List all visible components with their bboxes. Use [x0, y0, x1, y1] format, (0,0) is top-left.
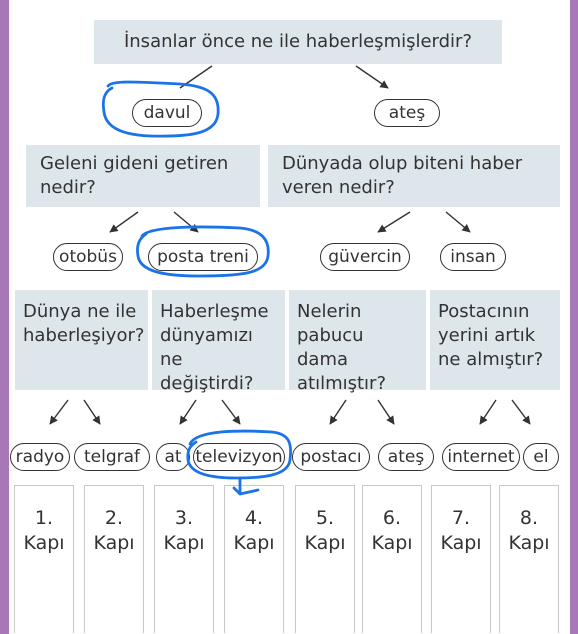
highlight-posta-treni: [137, 227, 268, 276]
question-nelerin-pabucu: Nelerin pabucu dama atılmıştır?: [289, 290, 426, 390]
arrow-to-televizyon: [222, 400, 240, 424]
option-el[interactable]: el: [523, 443, 559, 471]
option-ates-bottom[interactable]: ateş: [378, 443, 434, 471]
option-davul[interactable]: davul: [132, 99, 202, 127]
arrow-to-telgraf: [84, 400, 100, 424]
question-geleni-gideni: Geleni gideni getiren nedir?: [26, 145, 260, 207]
door-8[interactable]: 8. Kapı: [499, 485, 559, 633]
arrow-to-internet: [480, 400, 496, 424]
option-internet[interactable]: internet: [442, 443, 520, 471]
option-posta-treni[interactable]: posta treni: [148, 243, 258, 271]
door-3[interactable]: 3. Kapı: [154, 485, 214, 633]
option-ates-top[interactable]: ateş: [374, 99, 440, 127]
arrow-to-ates-bottom: [378, 400, 394, 424]
option-insan[interactable]: insan: [440, 243, 506, 271]
option-televizyon[interactable]: televizyon: [193, 443, 285, 471]
arrow-to-posta-treni: [174, 212, 198, 232]
highlight-davul: [103, 82, 218, 136]
door-6[interactable]: 6. Kapı: [362, 485, 422, 633]
arrow-to-el: [512, 400, 530, 424]
option-postaci[interactable]: postacı: [292, 443, 370, 471]
arrow-to-guvercin: [378, 212, 410, 232]
arrow-to-postaci: [330, 400, 346, 424]
door-1[interactable]: 1. Kapı: [14, 485, 74, 633]
option-otobus[interactable]: otobüs: [53, 243, 123, 271]
highlight-televizyon: [188, 431, 291, 478]
arrow-to-radyo: [50, 400, 68, 424]
door-5[interactable]: 5. Kapı: [295, 485, 355, 633]
arrow-to-otobus: [110, 212, 138, 232]
main-question-text: İnsanlar önce ne ile haberleşmişlerdir?: [123, 31, 473, 52]
door-7[interactable]: 7. Kapı: [431, 485, 491, 633]
arrow-to-ates-top: [356, 66, 388, 88]
option-at[interactable]: at: [156, 443, 190, 471]
arrow-to-at: [180, 400, 196, 424]
question-postacinin-yerini: Postacının yerini artık ne almıştır?: [430, 290, 560, 390]
question-dunyada-olup-biteni: Dünyada olup biteni haber veren nedir?: [268, 145, 560, 207]
question-haberlesme: Haberleşme dünyamızı ne değiştirdi?: [152, 290, 285, 390]
highlight-arrow-down: [234, 478, 258, 494]
door-2[interactable]: 2. Kapı: [84, 485, 144, 633]
arrow-to-insan: [446, 212, 470, 232]
door-4[interactable]: 4. Kapı: [224, 485, 284, 633]
question-dunya-ne-ile: Dünya ne ile haberleşiyor?: [15, 290, 148, 390]
option-telgraf[interactable]: telgraf: [74, 443, 150, 471]
option-radyo[interactable]: radyo: [10, 443, 70, 471]
option-guvercin[interactable]: güvercin: [320, 243, 410, 271]
